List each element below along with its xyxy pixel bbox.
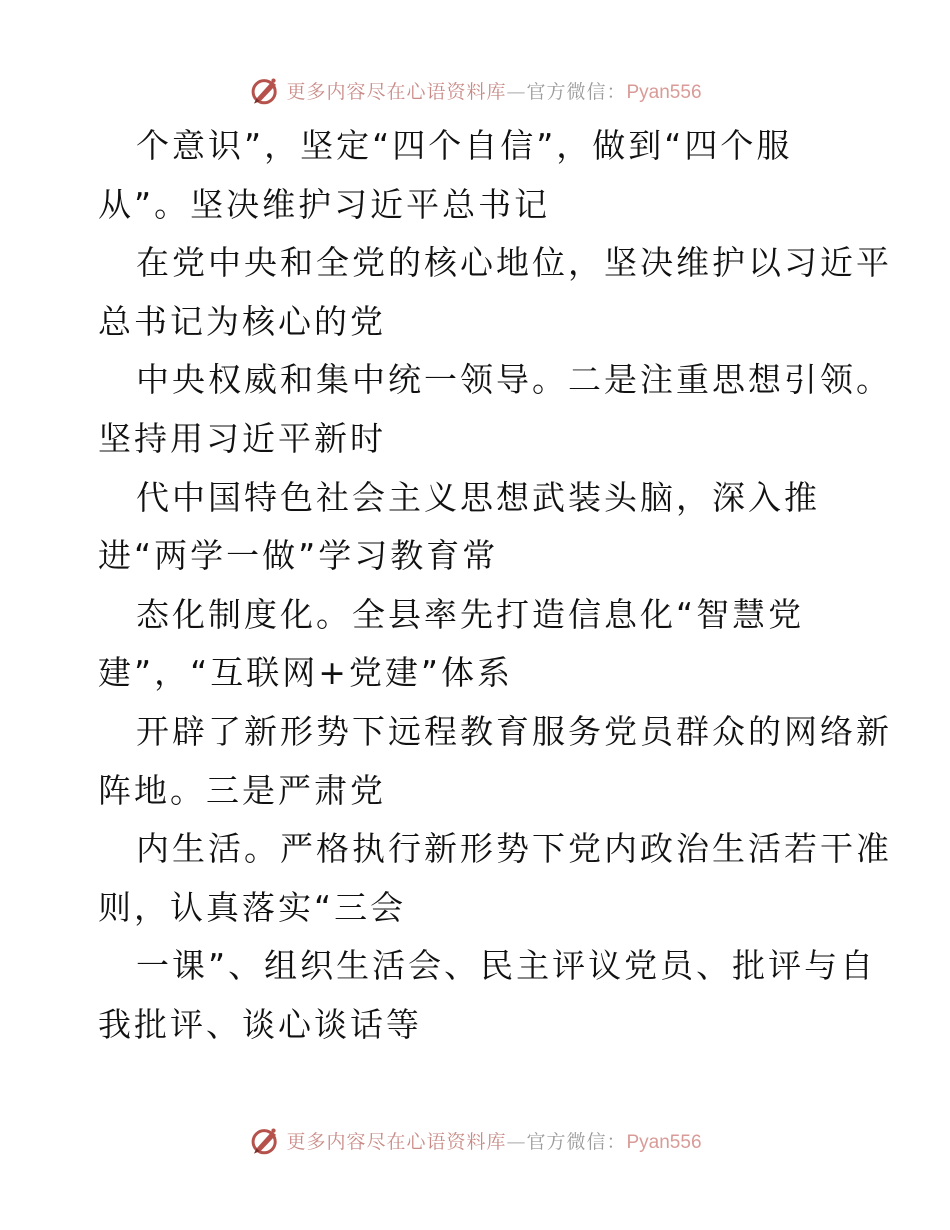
text-line: 中央权威和集中统一领导。二是注重思想引领。 (136, 360, 892, 400)
footer-watermark (0, 1120, 950, 1160)
text-line: 开辟了新形势下远程教育服务党员群众的网络新 (136, 711, 892, 751)
pen-logo-icon (248, 1123, 282, 1157)
text-line: 在党中央和全党的核心地位，坚决维护以习近平 (136, 243, 892, 283)
text-line: 总书记为核心的党 (98, 301, 386, 341)
text-line: 阵地。三是严肃党 (98, 770, 386, 810)
watermark-text: 更多内容尽在心语资料库—官方微信：Pyan556 (286, 80, 702, 103)
text-line: 建”，“互联网+党建”体系 (98, 653, 513, 693)
text-line: 进“两学一做”学习教育常 (98, 536, 499, 576)
header-watermark (0, 70, 950, 110)
text-line: 态化制度化。全县率先打造信息化“智慧党 (136, 594, 805, 634)
text-line: 个意识”，坚定“四个自信”，做到“四个服 (136, 126, 793, 165)
text-line: 我批评、谈心谈话等 (98, 1004, 422, 1044)
text-line: 一课”、组织生活会、民主评议党员、批评与自 (136, 946, 877, 986)
pen-logo-icon (248, 73, 282, 107)
watermark-text: 更多内容尽在心语资料库—官方微信：Pyan556 (286, 1130, 702, 1153)
text-line: 从”。坚决维护习近平总书记 (98, 184, 551, 224)
text-line: 则，认真落实“三会 (98, 887, 407, 927)
text-line: 坚持用习近平新时 (98, 418, 386, 458)
text-line: 内生活。严格执行新形势下党内政治生活若干准 (136, 829, 892, 869)
text-line: 代中国特色社会主义思想武装头脑，深入推 (136, 477, 820, 517)
document-body (98, 117, 892, 1055)
